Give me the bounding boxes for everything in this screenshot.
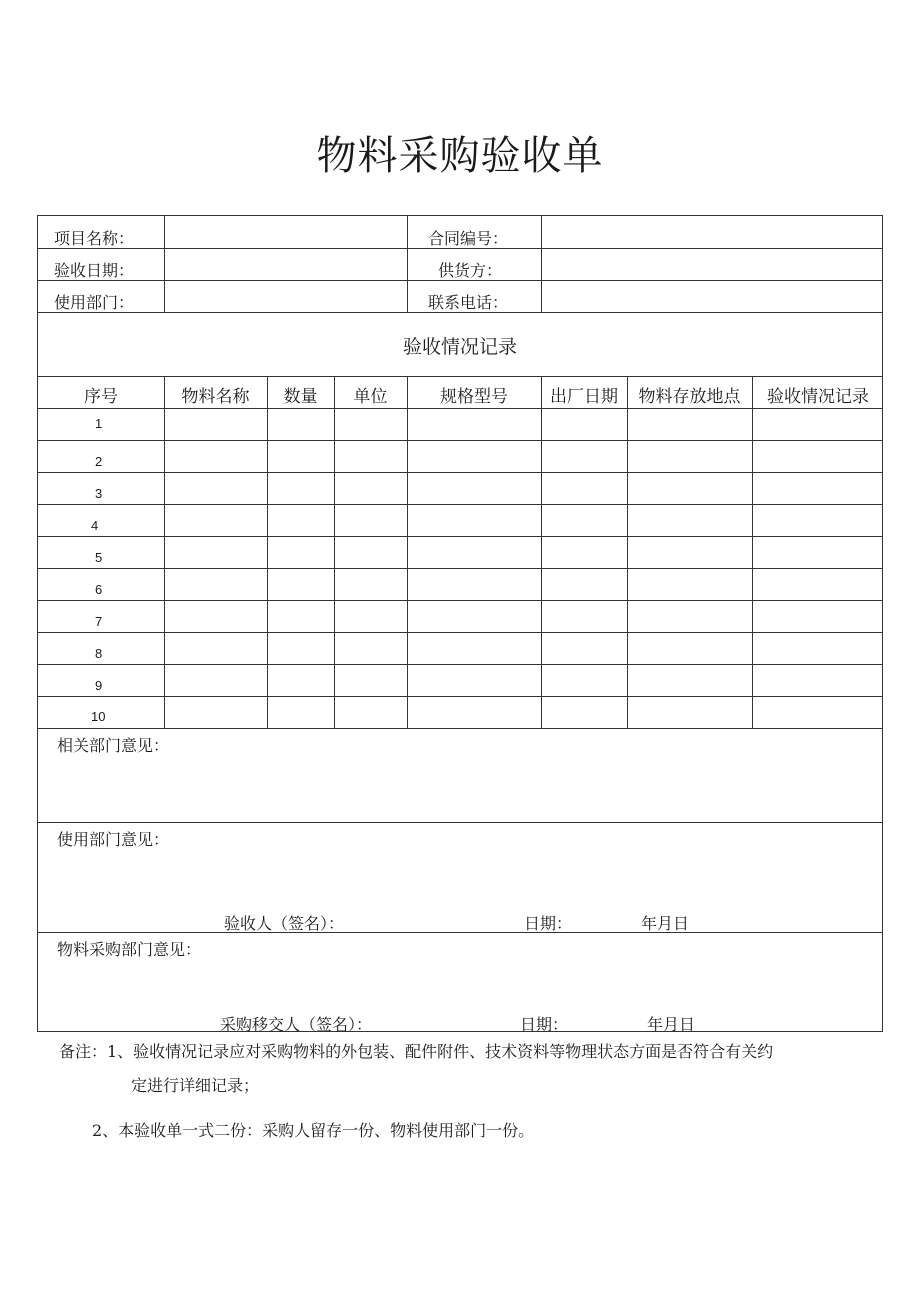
purchase-dept-opinion-label: 物料采购部门意见： (57, 940, 202, 959)
col-header-qty: 数量 (283, 387, 318, 407)
project-name-field[interactable] (165, 216, 407, 248)
row-number: 10 (91, 709, 106, 724)
col-header-seq: 序号 (84, 387, 118, 407)
acceptor-signature-label: 验收人（签名）： (224, 914, 345, 933)
row-number: 5 (95, 550, 103, 565)
project-name-label: 项目名称： (54, 229, 135, 248)
dept-label: 使用部门： (54, 293, 135, 312)
col-divider (334, 376, 335, 728)
row-number: 3 (95, 486, 103, 501)
transferor-signature-label: 采购移交人（签名）： (220, 1015, 373, 1034)
acceptance-form (37, 215, 883, 1032)
supplier-label: 供货方： (438, 261, 503, 280)
transferor-ymd: 年月日 (647, 1015, 696, 1034)
row-divider (38, 728, 882, 729)
row-number: 4 (91, 518, 99, 533)
row-divider (38, 932, 882, 933)
use-dept-opinion-label: 使用部门意见： (57, 830, 170, 849)
col-divider (407, 216, 408, 312)
col-divider (407, 376, 408, 728)
related-dept-opinion-field[interactable] (39, 756, 882, 820)
row-number: 6 (95, 582, 103, 597)
note-line-2: 定进行详细记录； (131, 1076, 260, 1095)
col-divider (267, 376, 268, 728)
accept-date-field[interactable] (165, 249, 407, 280)
row-number: 8 (95, 646, 103, 661)
col-divider (627, 376, 628, 728)
acceptor-date-label: 日期： (524, 914, 573, 933)
page-title: 物料采购验收单 (316, 133, 604, 179)
col-header-material: 物料名称 (181, 387, 250, 407)
row-number: 2 (95, 454, 103, 469)
row-number: 9 (95, 678, 103, 693)
acceptor-ymd: 年月日 (641, 914, 690, 933)
section-title: 验收情况记录 (402, 336, 517, 358)
contract-no-field[interactable] (542, 216, 883, 248)
col-divider (752, 376, 753, 728)
phone-field[interactable] (542, 281, 883, 312)
col-divider (541, 376, 542, 728)
note-line-3: 2、本验收单一式二份：采购人留存一份、物料使用部门一份。 (92, 1121, 535, 1140)
note-line-1: 备注：1、验收情况记录应对采购物料的外包装、配件附件、技术资料等物理状态方面是否符合有关约 (59, 1042, 774, 1061)
row-number: 1 (95, 416, 103, 431)
col-header-location: 物料存放地点 (638, 387, 741, 407)
related-dept-opinion-label: 相关部门意见： (57, 736, 170, 755)
col-header-spec: 规格型号 (440, 387, 508, 407)
phone-label: 联系电话： (428, 293, 509, 312)
col-header-record: 验收情况记录 (767, 387, 869, 407)
supplier-field[interactable] (542, 249, 883, 280)
contract-no-label: 合同编号： (428, 229, 509, 248)
col-header-unit: 单位 (353, 387, 388, 407)
col-divider (164, 376, 165, 728)
row-number: 7 (95, 614, 103, 629)
dept-field[interactable] (165, 281, 407, 312)
row-divider (38, 822, 882, 823)
col-header-mfg-date: 出厂日期 (550, 387, 618, 407)
accept-date-label: 验收日期： (54, 261, 135, 280)
transferor-date-label: 日期： (520, 1015, 569, 1034)
